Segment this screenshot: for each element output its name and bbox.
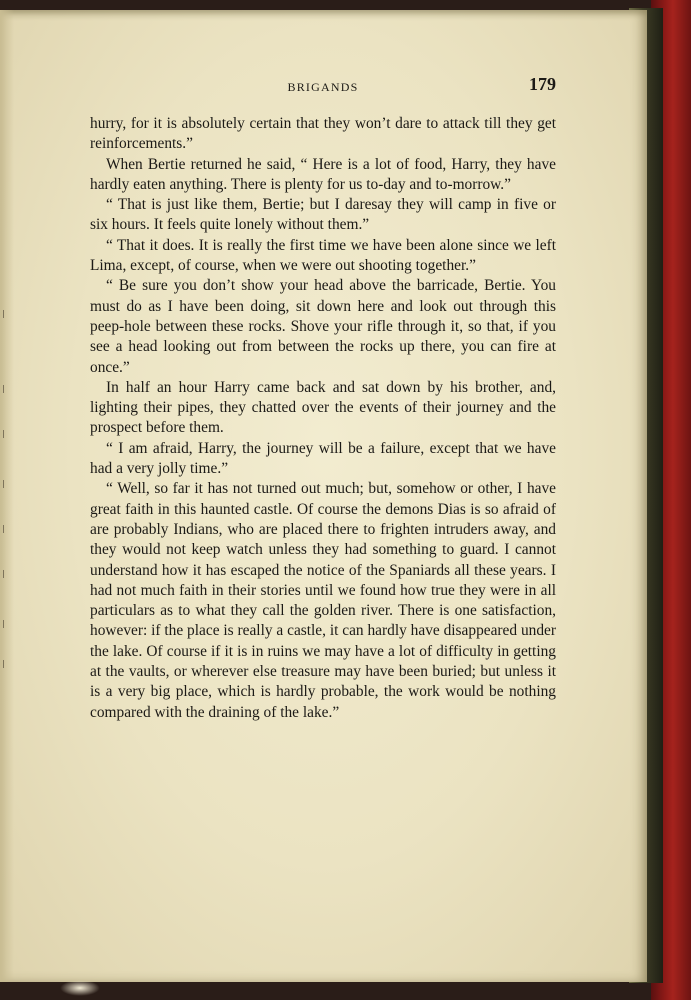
paragraph: “ That it does. It is really the first time we have been alone since we left Lima, except, of course, when we were out shooting together.” [90,236,556,275]
paragraph: When Bertie returned he said, “ Here is a lot of food, Harry, they have hardly eaten anything. There is plenty for us to-day and to-morrow.” [90,155,556,193]
page-header [90,68,556,94]
paragraph: In half an hour Harry came back and sat down by his brother, and, lighting their pipes, they chatted over the events of their journey and the prospect before them. [90,378,556,437]
running-head: BRIGANDS [287,80,359,94]
page-gutter [0,10,14,982]
body-text [90,114,556,723]
paragraph: “ I am afraid, Harry, the journey will be a failure, except that we have had a very jolly time.” [90,439,556,478]
paragraph: “ Be sure you don’t show your head above the barricade, Bertie. You must do as I have been doing, sit down here and look out through this peep-hole between these rocks. Shove your rifle through it, so that, if you see a head looking out from between the rocks up there, you can fire at once.” [90,277,556,376]
page-number: 179 [529,74,556,94]
page-stain [60,980,100,996]
paragraph: “ Well, so far it has not turned out much; but, somehow or other, I have great faith in this haunted castle. Of course the demons Dias is so afraid of are probably Indians, who are placed there to frighten intruders away, and they would not keep watch unless they had something to guard. I cannot understand how it has escaped the notice of the Spaniards all these years. I had not much faith in their stories until we found how true they were in all particulars as to what they call the golden river. There is one satisfaction, however: if the place is really a castle, it can hardly have disappeared under the lake. Of course if it is in ruins we may have a lot of difficulty in getting at the vaults, or wherever else treasure may have been buried; but unless it is a very big place, which is hardly probable, the work would be nothing compared with the draining of the lake.” [90,480,556,721]
paragraph: hurry, for it is absolutely certain that they won’t dare to attack till they get reinforcements.” [90,115,556,153]
paragraph: “ That is just like them, Bertie; but I daresay they will camp in five or six hours. It feels quite lonely without them.” [90,196,556,234]
